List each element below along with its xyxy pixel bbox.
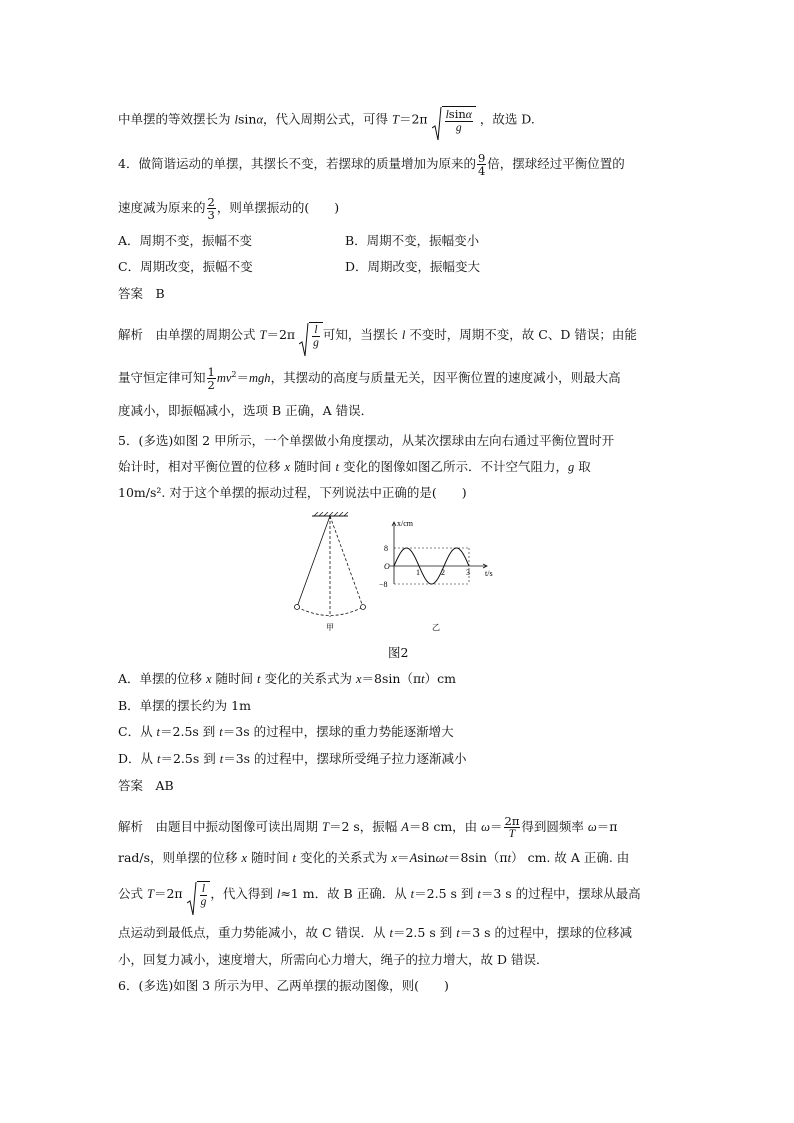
option-d: D．周期改变，振幅变大 xyxy=(345,259,481,274)
question-6-line-1: 6．(多选)如图 3 所示为甲、乙两单摆的振动图像，则( ) xyxy=(118,978,449,993)
explanation-line-4: 点运动到最低点，重力势能减小，故 C 错误．从 t＝2.5 s 到 t＝3 s 的过程中，摆球的位移减 xyxy=(118,925,633,940)
option-b: B．周期不变，振幅变小 xyxy=(345,233,480,248)
pendulum-diagram xyxy=(295,512,366,632)
sqrt-expression: $\frac{l}{g}$ xyxy=(187,881,211,908)
paragraph-line: 中单摆的等效摆长为 lsinα，代入周期公式，可得 T＝2π $\frac{lsin\alpha}{g}$ ，故选 D. xyxy=(118,106,535,134)
figure-2 xyxy=(282,512,512,637)
question-4-line-1: 4．做简谐运动的单摆，其摆长不变，若摆球的质量增加为原来的 $\frac{9}{4}$ 倍，摆球经过平衡位置的 xyxy=(118,151,625,178)
option-c: C．从 t＝2.5s 到 t＝3s 的过程中，摆球的重力势能逐渐增大 xyxy=(118,724,454,739)
label-jia: 甲 xyxy=(326,623,334,632)
x-tick-3: 3 xyxy=(466,568,470,577)
explanation-line-2: rad/s，则单摆的位移 x 随时间 t 变化的关系式为 x＝Asinωt＝8sin（πt） cm. 故 A 正确. 由 xyxy=(118,850,630,865)
question-5-line-1: 5．(多选)如图 2 甲所示，一个单摆做小角度摆动，从某次摆球由左向右通过平衡位置时开 xyxy=(118,433,615,448)
answer: 答案 B xyxy=(118,286,165,301)
explanation-line-1: 解析 由单摆的周期公式 T＝2π $\frac{l}{g}$ 可知，当摆长 l 不变时，周期不变，故 C、D 错误；由能 xyxy=(118,322,637,349)
option-a: A．周期不变，振幅不变 xyxy=(118,233,253,248)
origin-label: O xyxy=(384,562,390,571)
vibration-graph xyxy=(379,519,493,632)
y-axis-label: x/cm xyxy=(397,519,413,528)
explanation-line-2: 量守恒定律可知 $\frac{1}{2}$ $mv^2=mgh$，其摆动的高度与质量无关，因平衡位置的速度减小，则最大高 xyxy=(118,365,621,393)
question-5-line-2: 始计时，相对平衡位置的位移 x 随时间 t 变化的图像如图乙所示．不计空气阻力，g 取 xyxy=(118,459,591,474)
sqrt-expression: $\frac{lsin\alpha}{g}$ xyxy=(432,106,476,134)
option-c: C．周期改变，振幅不变 xyxy=(118,259,253,274)
sqrt-expression: $\frac{l}{g}$ xyxy=(299,322,323,349)
figure-caption: 图2 xyxy=(388,645,409,660)
y-tick-neg8: −8 xyxy=(379,580,388,589)
explanation-line-3: 度减小，即振幅减小，选项 B 正确，A 错误． xyxy=(118,403,374,418)
option-a: A．单摆的位移 x 随时间 t 变化的关系式为 x＝8sin（πt）cm xyxy=(118,671,457,686)
option-d: D．从 t＝2.5s 到 t＝3s 的过程中，摆球所受绳子拉力逐渐减小 xyxy=(118,751,467,766)
answer: 答案 AB xyxy=(118,778,174,793)
x-tick-1: 1 xyxy=(416,568,420,577)
option-b: B．单摆的摆长约为 1m xyxy=(118,698,251,713)
y-tick-8: 8 xyxy=(384,544,388,553)
explanation-line-1: 解析 由题目中振动图像可读出周期 T＝2 s，振幅 A＝8 cm，由 ω＝ $\frac{2\pi}{T}$ 得到圆频率 ω＝π xyxy=(118,814,618,840)
explanation-line-3: 公式 T＝2π $\frac{l}{g}$ ，代入得到 l≈1 m．故 B 正确．从 t＝2.5 s 到 t＝3 s 的过程中，摆球从最高 xyxy=(118,881,641,908)
question-4-line-2: 速度减为原来的 $\frac{2}{3}$ ，则单摆振动的( ) xyxy=(118,195,340,222)
x-tick-2: 2 xyxy=(441,568,445,577)
x-axis-label: t/s xyxy=(485,569,493,578)
label-yi: 乙 xyxy=(432,623,440,632)
explanation-line-5: 小，回复力减小，速度增大，所需向心力增大，绳子的拉力增大，故 D 错误． xyxy=(118,952,549,967)
question-5-line-3: 10m/s². 对于这个单摆的振动过程，下列说法中正确的是( ) xyxy=(118,485,467,500)
